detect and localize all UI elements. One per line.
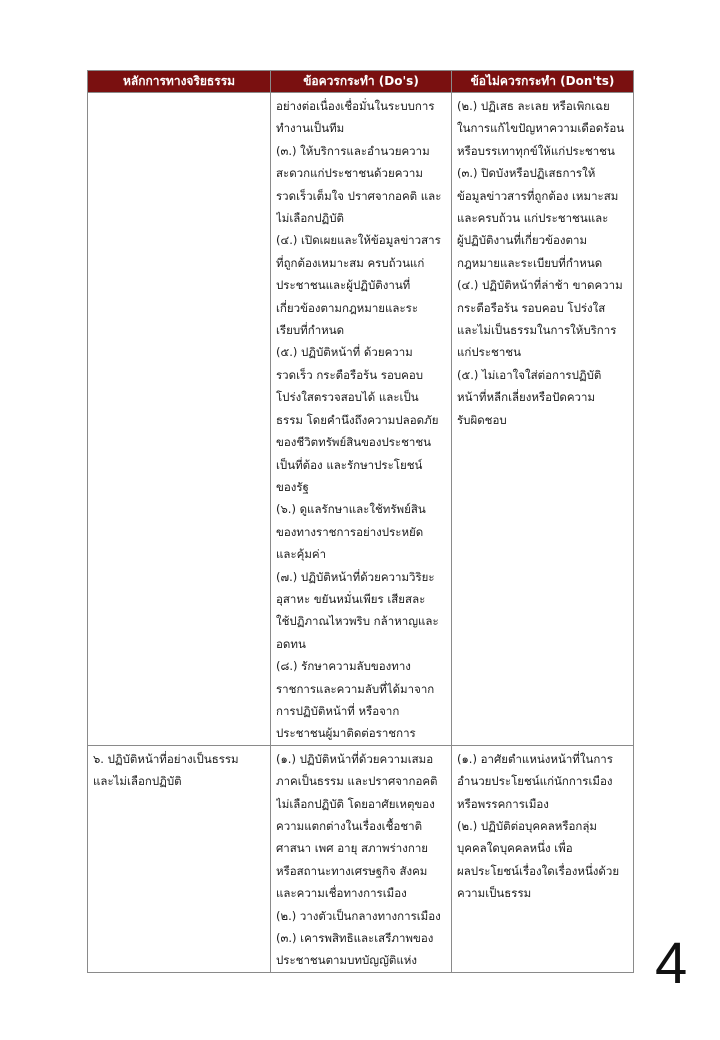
cell-text-line: สะดวกแก่ประชาชนด้วยความ	[276, 166, 423, 181]
cell-text-line: ไม่เลือกปฏิบัติ โดยอาศัยเหตุของ	[276, 796, 435, 811]
cell-text-line: ธรรม โดยคำนึงถึงความปลอดภัย	[276, 412, 439, 427]
cell-text-line: ทำงานเป็นทีม	[276, 121, 345, 136]
cell-text-line: อำนวยประโยชน์แก่นักการเมือง	[457, 774, 613, 789]
cell-text-line: และความเชื่อทางการเมือง	[276, 886, 407, 901]
cell-text-line: ประชาชนผู้มาติดต่อราชการ	[276, 726, 416, 741]
cell-text-line: ของรัฐ	[276, 479, 309, 494]
cell-text-line: เรียบที่กำหนด	[276, 323, 345, 338]
cell-text-line: กระตือรือร้น รอบคอบ โปร่งใส	[457, 300, 606, 315]
cell-text-line: (๕.) ไม่เอาใจใส่ต่อการปฏิบัติ	[457, 367, 602, 382]
cell-text-line: ผู้ปฏิบัติงานที่เกี่ยวข้องตาม	[457, 233, 588, 248]
cell-text-line: ความแตกต่างในเรื่องเชื้อชาติ	[276, 819, 423, 833]
cell-text-line: ศาสนา เพศ อายุ สภาพร่างกาย	[276, 841, 429, 856]
cell-text-line: ผลประโยชน์เรื่องใดเรื่องหนึ่งด้วย	[457, 863, 620, 878]
cell-text-line: ในการแก้ไขปัญหาความเดือดร้อน	[457, 121, 625, 136]
header-donts: ข้อไม่ควรกระทำ (Don'ts)	[452, 71, 634, 93]
cell-text-line: และคุ้มค่า	[276, 547, 327, 562]
cell-text-line: (๓.) ให้บริการและอำนวยความ	[276, 143, 430, 158]
cell-text-line: (๑.) อาศัยตำแหน่งหน้าที่ในการ	[457, 751, 613, 766]
cell-text-line: และไม่เป็นธรรมในการให้บริการ	[457, 323, 617, 338]
cell-text-line: ประชาชนตามบทบัญญัติแห่ง	[276, 953, 417, 968]
ethics-table	[87, 70, 634, 973]
cell-text-line: เกี่ยวข้องตามกฎหมายและระ	[276, 300, 419, 315]
cell-text-line: ๖. ปฏิบัติหน้าที่อย่างเป็นธรรม	[93, 751, 239, 766]
cell-text-line: กฎหมายและระเบียบที่กำหนด	[457, 255, 603, 270]
cell-text-line: ไม่เลือกปฏิบัติ	[276, 211, 345, 226]
cell-text-line: บุคคลใดบุคคลหนึ่ง เพื่อ	[457, 841, 573, 856]
cell-text-line: และไม่เลือกปฏิบัติ	[93, 774, 182, 789]
cell-dos	[271, 93, 452, 746]
cell-text-line: หรือสถานะทางเศรษฐกิจ สังคม	[276, 863, 428, 878]
cell-text-line: หรือบรรเทาทุกข์ให้แก่ประชาชน	[457, 143, 615, 158]
cell-text-line: (๔.) ปฏิบัติหน้าที่ล่าช้า ขาดความ	[457, 278, 623, 293]
table-header-row	[88, 71, 634, 93]
cell-text-line: การปฏิบัติหน้าที่ หรือจาก	[276, 703, 400, 718]
page-number: 4	[655, 931, 688, 996]
cell-text-line: (๑.) ปฏิบัติหน้าที่ด้วยความเสมอ	[276, 751, 434, 766]
cell-text-line: (๒.) วางตัวเป็นกลางทางการเมือง	[276, 908, 441, 923]
cell-text-line: ประชาชนและผู้ปฏิบัติงานที่	[276, 278, 411, 293]
cell-text-line: (๒.) ปฏิเสธ ละเลย หรือเพิกเฉย	[457, 99, 610, 113]
header-principle: หลักการทางจริยธรรม	[88, 71, 271, 93]
cell-text-line: (๕.) ปฏิบัติหน้าที่ ด้วยความ	[276, 345, 413, 360]
cell-text-line: ความเป็นธรรม	[457, 886, 532, 901]
cell-text-line: (๓.) เคารพสิทธิและเสรีภาพของ	[276, 931, 434, 946]
cell-text-line: แก่ประชาชน	[457, 345, 521, 360]
cell-text-line: โปร่งใสตรวจสอบได้ และเป็น	[276, 390, 419, 405]
cell-text-line: เป็นที่ต้อง และรักษาประโยชน์	[276, 457, 423, 472]
cell-text-line: (๖.) ดูแลรักษาและใช้ทรัพย์สิน	[276, 502, 426, 517]
cell-text-line: ข้อมูลข่าวสารที่ถูกต้อง เหมาะสม	[457, 188, 619, 203]
cell-text-line: รวดเร็วเต็มใจ ปราศจากอคติ และ	[276, 188, 442, 203]
cell-text-line: ของชีวิตทรัพย์สินของประชาชน	[276, 435, 432, 450]
table-row	[88, 93, 634, 746]
cell-text-line: (๗.) ปฏิบัติหน้าที่ด้วยความวิริยะ	[276, 569, 435, 584]
cell-principle	[88, 93, 271, 746]
cell-principle	[88, 745, 271, 972]
cell-dos	[271, 745, 452, 972]
cell-donts	[452, 93, 634, 746]
cell-text-line: อุสาหะ ขยันหมั่นเพียร เสียสละ	[276, 591, 426, 606]
cell-text-line: (๓.) ปิดบังหรือปฏิเสธการให้	[457, 166, 596, 181]
cell-text-line: รับผิดชอบ	[457, 412, 507, 427]
cell-text-line: (๔.) เปิดเผยและให้ข้อมูลข่าวสาร	[276, 233, 441, 248]
cell-text-line: อย่างต่อเนื่องเชื่อมั่นในระบบการ	[276, 99, 435, 113]
cell-text-line: หรือพรรคการเมือง	[457, 796, 549, 811]
cell-text-line: (๘.) รักษาความลับของทาง	[276, 659, 411, 674]
cell-text-line: ของทางราชการอย่างประหยัด	[276, 524, 424, 539]
cell-text-line: อดทน	[276, 636, 306, 651]
cell-text-line: หน้าที่หลีกเลี่ยงหรือปัดความ	[457, 390, 596, 405]
cell-text-line: ที่ถูกต้องเหมาะสม ครบถ้วนแก่	[276, 255, 425, 270]
cell-text-line: ราชการและความลับที่ได้มาจาก	[276, 681, 435, 696]
cell-text-line: ภาคเป็นธรรม และปราศจากอคติ	[276, 774, 438, 789]
cell-donts	[452, 745, 634, 972]
header-dos: ข้อควรกระทำ (Do's)	[271, 71, 452, 93]
cell-text-line: (๒.) ปฏิบัติต่อบุคคลหรือกลุ่ม	[457, 819, 598, 833]
cell-text-line: รวดเร็ว กระตือรือร้น รอบคอบ	[276, 367, 424, 382]
table-row	[88, 745, 634, 972]
cell-text-line: ใช้ปฏิภาณไหวพริบ กล้าหาญและ	[276, 614, 439, 629]
cell-text-line: และครบถ้วน แก่ประชาชนและ	[457, 211, 609, 226]
